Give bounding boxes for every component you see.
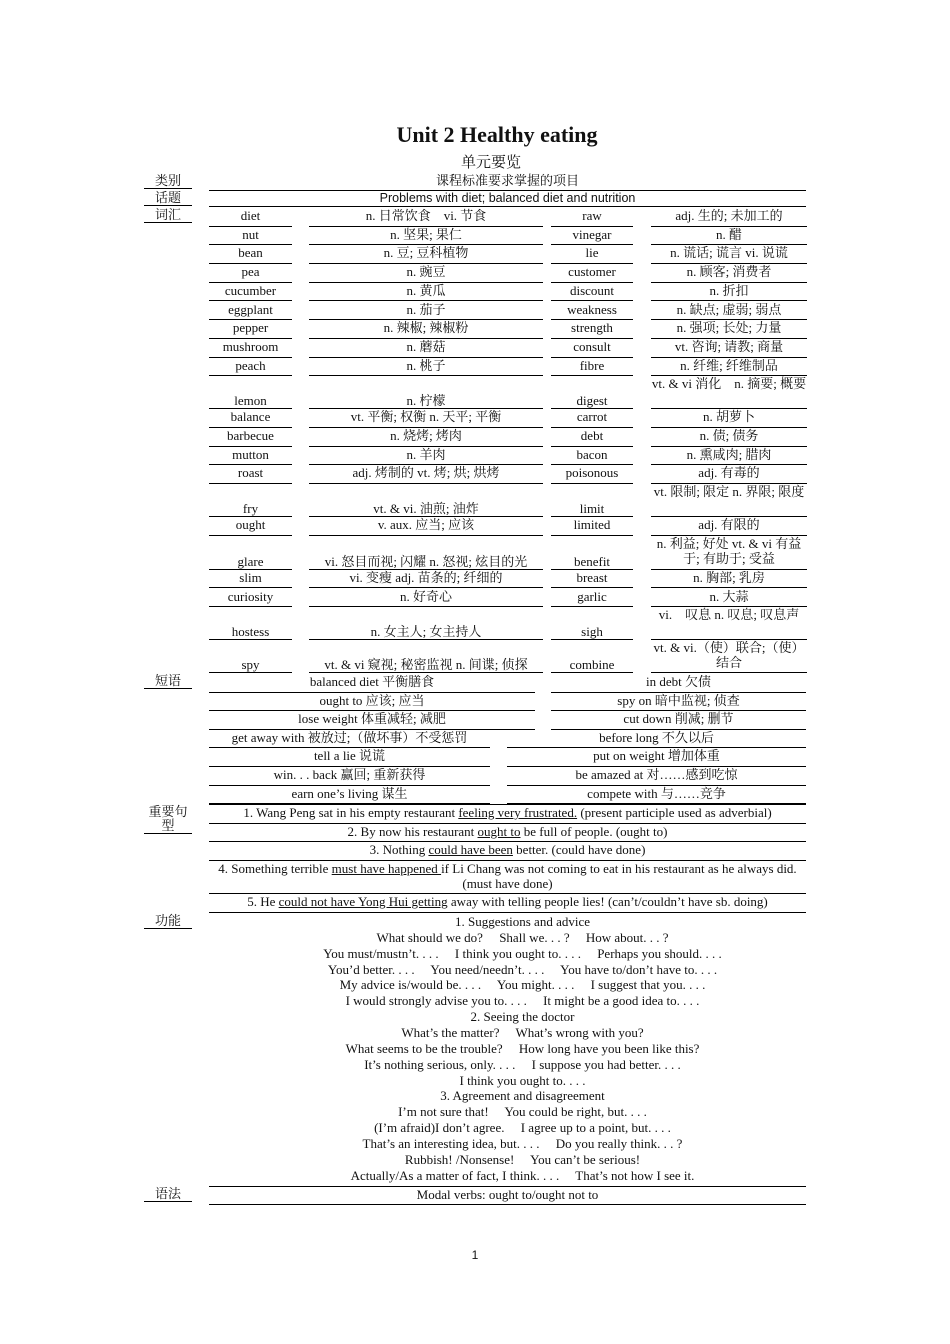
vocab-row bbox=[209, 570, 806, 589]
vocab-meaning-right: n. 醋 bbox=[715, 226, 742, 242]
vocab-meaning-right: n. 纤维; 纤维制品 bbox=[680, 357, 778, 373]
sentence-text: 1. Wang Peng sat in his empty restaurant bbox=[243, 805, 459, 820]
function-heading: 3. Agreement and disagreement bbox=[440, 1088, 605, 1104]
vocab-word-right: breast bbox=[576, 569, 608, 585]
vocab-word-right: consult bbox=[573, 338, 611, 354]
vocab-meaning-right: n. 债; 债务 bbox=[699, 428, 759, 443]
vocab-meaning-right: n. 顾客; 消费者 bbox=[686, 264, 772, 280]
page-number: 1 bbox=[471, 1248, 479, 1262]
phrases-table bbox=[209, 674, 806, 804]
phrase-left: tell a lie 说谎 bbox=[313, 748, 386, 764]
vocab-word-left: balance bbox=[230, 409, 271, 425]
vocab-word-right: digest bbox=[576, 393, 608, 409]
vocab-meaning-left: vt. 平衡; 权衡 n. 天平; 平衡 bbox=[350, 409, 502, 425]
vocab-meaning-right: vt. 限制; 限定 n. 界限; 限度 bbox=[653, 484, 805, 500]
vocab-word-right: lie bbox=[585, 245, 599, 261]
vocab-word-left: fry bbox=[242, 501, 259, 517]
function-expression: I would strongly advise you to. . . . It might be a good idea to. . . . bbox=[345, 993, 700, 1009]
vocab-word-left: nut bbox=[242, 226, 259, 242]
vocab-word-right: fibre bbox=[579, 357, 605, 373]
phrase-right: cut down 削减; 删节 bbox=[623, 711, 734, 727]
vocab-meaning-left: n. 坚果; 果仁 bbox=[390, 226, 462, 242]
vocab-meaning-left: n. 茄子 bbox=[406, 301, 446, 317]
function-expression: I think you ought to. . . . bbox=[459, 1072, 586, 1088]
phrase-right: spy on 暗中监视; 侦查 bbox=[617, 692, 740, 708]
category-label-phrases: 短语 bbox=[144, 674, 192, 689]
vocab-meaning-left: n. 豌豆 bbox=[406, 264, 446, 280]
vocab-row bbox=[209, 208, 806, 227]
sentence-divider bbox=[209, 804, 806, 805]
vocab-word-left: cucumber bbox=[224, 282, 277, 298]
function-heading: 1. Suggestions and advice bbox=[454, 914, 591, 929]
vocab-word-left: mutton bbox=[232, 446, 269, 462]
vocab-word-left: ought bbox=[235, 517, 266, 533]
function-expression: What seems to be the trouble? How long have you been like this? bbox=[345, 1040, 700, 1056]
category-label-functions: 功能 bbox=[144, 914, 192, 929]
sentence-text: 2. By now his restaurant bbox=[347, 823, 478, 839]
vocab-word-left: diet bbox=[240, 208, 261, 223]
phrase-right: before long 不久以后 bbox=[599, 729, 714, 745]
vocab-meaning-right: adj. 有限的 bbox=[698, 517, 760, 533]
category-label-topic: 话题 bbox=[144, 191, 192, 206]
vocab-row bbox=[209, 465, 806, 484]
category-label-vocabulary: 词汇 bbox=[144, 208, 192, 223]
phrase-right: be amazed at 对……感到吃惊 bbox=[575, 767, 738, 782]
vocab-meaning-left: n. 好奇心 bbox=[399, 588, 452, 604]
phrase-right: put on weight 增加体重 bbox=[593, 748, 720, 764]
topic-divider bbox=[209, 206, 806, 207]
sentence-divider bbox=[209, 912, 806, 913]
sentence bbox=[209, 894, 806, 909]
sentence-text: 3. Nothing bbox=[369, 842, 429, 857]
sentence bbox=[209, 824, 806, 839]
vocab-word-right: limit bbox=[579, 501, 605, 517]
vocab-meaning-left: n. 柠檬 bbox=[406, 393, 446, 409]
vocab-word-right: sigh bbox=[581, 624, 603, 640]
phrase-left: win. . . back 赢回; 重新获得 bbox=[273, 767, 426, 782]
vocab-meaning-right: adj. 有毒的 bbox=[698, 465, 760, 481]
vocab-row bbox=[209, 302, 806, 321]
sentence-text: 5. He bbox=[247, 894, 279, 909]
vocab-meaning-right: adj. 生的; 未加工的 bbox=[675, 208, 783, 223]
vocab-row bbox=[209, 589, 806, 608]
vocab-row bbox=[209, 640, 806, 673]
phrase-left: balanced diet 平衡膳食 bbox=[309, 674, 435, 689]
vocab-meaning-left: n. 桃子 bbox=[406, 357, 446, 373]
vocab-row bbox=[209, 409, 806, 428]
vocab-word-left: hostess bbox=[231, 624, 270, 640]
sentence bbox=[209, 861, 806, 891]
vocab-row bbox=[209, 536, 806, 570]
vocab-meaning-left: vt. & vi. 油煎; 油炸 bbox=[373, 501, 479, 517]
vocab-word-right: benefit bbox=[573, 553, 611, 569]
vocab-meaning-left: n. 辣椒; 辣椒粉 bbox=[383, 320, 469, 336]
vocab-meaning-right: n. 谎话; 谎言 vi. 说谎 bbox=[670, 245, 788, 261]
function-expression: It’s nothing serious, only. . . . I suppose you had better. . . . bbox=[364, 1056, 681, 1072]
vocab-word-right: discount bbox=[569, 282, 615, 298]
vocab-word-right: strength bbox=[571, 320, 613, 336]
vocab-meaning-right: n. 强项; 长处; 力量 bbox=[676, 320, 782, 336]
vocab-row bbox=[209, 358, 806, 377]
vocab-row bbox=[209, 447, 806, 466]
vocab-word-right: vinegar bbox=[572, 226, 612, 242]
vocab-meaning-right: vi. 叹息 n. 叹息; 叹息声 bbox=[658, 607, 800, 623]
sentence-key-phrase: must have happened bbox=[331, 860, 442, 876]
vocab-meaning-left: vi. 怒目而视; 闪耀 n. 怒视; 炫目的光 bbox=[324, 553, 528, 569]
sentence bbox=[209, 842, 806, 857]
function-expression: Actually/As a matter of fact, I think. . . . That’s not how I see it. bbox=[350, 1167, 695, 1183]
category-label-sentences: 重要句型 bbox=[144, 805, 192, 834]
vocab-word-left: bean bbox=[238, 245, 263, 261]
sentence-key-phrase: feeling very frustrated. bbox=[458, 805, 578, 820]
vocab-row bbox=[209, 607, 806, 640]
page-title: Unit 2 Healthy eating bbox=[396, 122, 598, 147]
vocab-row bbox=[209, 376, 806, 409]
vocab-word-left: pepper bbox=[232, 320, 269, 336]
vocab-word-right: weakness bbox=[567, 301, 617, 317]
sentence bbox=[209, 805, 806, 820]
category-label-header: 类别 bbox=[144, 174, 192, 189]
vocab-meaning-left: vi. 变瘦 adj. 苗条的; 纤细的 bbox=[349, 569, 503, 585]
function-expression: My advice is/would be. . . . You might. . . . I suggest that you. . . . bbox=[339, 977, 706, 993]
functions-block bbox=[0, 914, 950, 1186]
vocab-row bbox=[209, 320, 806, 339]
function-expression: What should we do? Shall we. . . ? How about. . . ? bbox=[376, 929, 669, 945]
sentence-text: better. (could have done) bbox=[512, 842, 646, 857]
vocab-word-left: eggplant bbox=[228, 301, 273, 317]
function-expression: (I’m afraid)I don’t agree. I agree up to a point, but. . . . bbox=[374, 1120, 671, 1136]
function-expression: You must/mustn’t. . . . I think you ought to. . . . Perhaps you should. . . . bbox=[323, 945, 722, 961]
vocab-meaning-right: vt. 咨询; 请教; 商量 bbox=[674, 338, 784, 354]
vocab-meaning-left: n. 豆; 豆科植物 bbox=[383, 245, 469, 261]
vocab-meaning-left: n. 烧烤; 烤肉 bbox=[390, 428, 462, 443]
page-subtitle: 单元要览 bbox=[460, 155, 521, 171]
vocab-meaning-left: adj. 烤制的 vt. 烤; 烘; 烘烤 bbox=[352, 465, 500, 481]
sentence-text: away with telling people lies! (can’t/couldn’t have sb. doing) bbox=[447, 894, 768, 909]
function-expression: I’m not sure that! You could be right, but. . . . bbox=[398, 1104, 647, 1120]
vocab-row bbox=[209, 428, 806, 447]
sentence-text: 4. Something terrible bbox=[218, 860, 332, 876]
phrase-left: ought to 应该; 应当 bbox=[319, 692, 425, 708]
vocab-row bbox=[209, 517, 806, 536]
vocab-row bbox=[209, 245, 806, 264]
vocab-meaning-right: n. 胡萝卜 bbox=[702, 409, 755, 425]
vocab-meaning-right: vt. & vi.（使）联合;（使）结合 bbox=[653, 640, 805, 671]
vocab-meaning-right: n. 熏咸肉; 腊肉 bbox=[686, 446, 772, 462]
vocab-meaning-right: n. 胸部; 乳房 bbox=[693, 569, 765, 585]
grammar-bottom-line bbox=[209, 1204, 806, 1205]
vocab-word-right: poisonous bbox=[565, 465, 619, 481]
phrase-left: earn one’s living 谋生 bbox=[291, 785, 408, 801]
vocab-word-left: curiosity bbox=[227, 588, 274, 604]
phrase-left: lose weight 体重减轻; 减肥 bbox=[298, 711, 446, 727]
sentence-key-phrase: could not have Yong Hui getting bbox=[278, 894, 448, 909]
topic-text: Problems with diet; balanced diet and nutrition bbox=[379, 191, 636, 205]
sentence-text: (present participle used as adverbial) bbox=[577, 805, 772, 820]
vocab-word-right: garlic bbox=[577, 588, 607, 604]
sentence-text: if Li Chang was not coming to eat in his restaurant as he always did. (must have done) bbox=[441, 860, 797, 891]
vocab-word-left: peach bbox=[235, 357, 266, 373]
vocab-meaning-right: vt. & vi 消化 n. 摘要; 概要 bbox=[651, 376, 807, 392]
function-heading: 2. Seeing the doctor bbox=[470, 1009, 575, 1025]
vocab-row bbox=[209, 484, 806, 517]
sentence-text: be full of people. (ought to) bbox=[520, 823, 668, 839]
vocab-word-left: glare bbox=[237, 553, 264, 569]
function-expression: You’d better. . . . You need/needn’t. . . . You have to/don’t have to. . . . bbox=[327, 961, 718, 977]
phrase-right: in debt 欠债 bbox=[646, 674, 711, 689]
vocab-word-right: debt bbox=[580, 428, 604, 443]
grammar-text: Modal verbs: ought to/ought not to bbox=[416, 1187, 599, 1202]
vocab-row bbox=[209, 264, 806, 283]
vocab-word-left: lemon bbox=[234, 393, 267, 409]
vocab-word-left: spy bbox=[241, 657, 260, 673]
vocab-meaning-left: n. 女主人; 女主持人 bbox=[370, 624, 482, 640]
vocab-word-right: raw bbox=[582, 208, 602, 223]
vocab-word-left: slim bbox=[239, 569, 262, 585]
category-label-grammar: 语法 bbox=[144, 1187, 192, 1202]
vocab-meaning-left: vt. & vi 窥视; 秘密监视 n. 间谍; 侦探 bbox=[324, 657, 528, 673]
vocab-word-left: mushroom bbox=[222, 338, 279, 354]
vocab-word-right: limited bbox=[573, 517, 611, 533]
phrase-left: get away with 被放过;（做坏事）不受惩罚 bbox=[231, 729, 468, 745]
sentences-block bbox=[0, 804, 950, 914]
vocab-word-right: bacon bbox=[576, 446, 608, 462]
vocab-word-left: pea bbox=[241, 264, 260, 280]
vocab-meaning-left: n. 黄瓜 bbox=[406, 282, 446, 298]
sentence-key-phrase: could have been bbox=[428, 842, 513, 857]
vocab-word-right: combine bbox=[569, 657, 615, 673]
vocab-word-right: customer bbox=[568, 264, 616, 280]
vocab-word-left: barbecue bbox=[227, 428, 274, 443]
phrase-right: compete with 与……竞争 bbox=[587, 785, 726, 801]
vocab-meaning-right: n. 大蒜 bbox=[709, 588, 749, 604]
vocab-meaning-left: n. 蘑菇 bbox=[406, 338, 446, 354]
vocab-row bbox=[209, 339, 806, 358]
vocab-meaning-right: n. 缺点; 虚弱; 弱点 bbox=[676, 301, 782, 317]
vocab-meaning-left: n. 羊肉 bbox=[406, 446, 446, 462]
function-expression: Rubbish! /Nonsense! You can’t be serious! bbox=[404, 1151, 641, 1167]
vocab-row bbox=[209, 227, 806, 246]
header-requirements: 课程标准要求掌握的项目 bbox=[435, 173, 579, 188]
function-expression: That’s an interesting idea, but. . . . Do you really think. . . ? bbox=[362, 1135, 683, 1151]
vocab-word-right: carrot bbox=[576, 409, 608, 425]
vocab-meaning-right: n. 利益; 好处 vt. & vi 有益于; 有助于; 受益 bbox=[656, 535, 802, 566]
vocab-row bbox=[209, 283, 806, 302]
vocab-word-left: roast bbox=[237, 465, 264, 481]
vocab-meaning-left: v. aux. 应当; 应该 bbox=[377, 517, 475, 533]
vocab-meaning-right: n. 折扣 bbox=[709, 282, 749, 298]
vocab-meaning-left: n. 日常饮食 vi. 节食 bbox=[365, 208, 487, 223]
function-expression: What’s the matter? What’s wrong with you? bbox=[401, 1024, 644, 1040]
sentence-key-phrase: ought to bbox=[477, 823, 521, 839]
